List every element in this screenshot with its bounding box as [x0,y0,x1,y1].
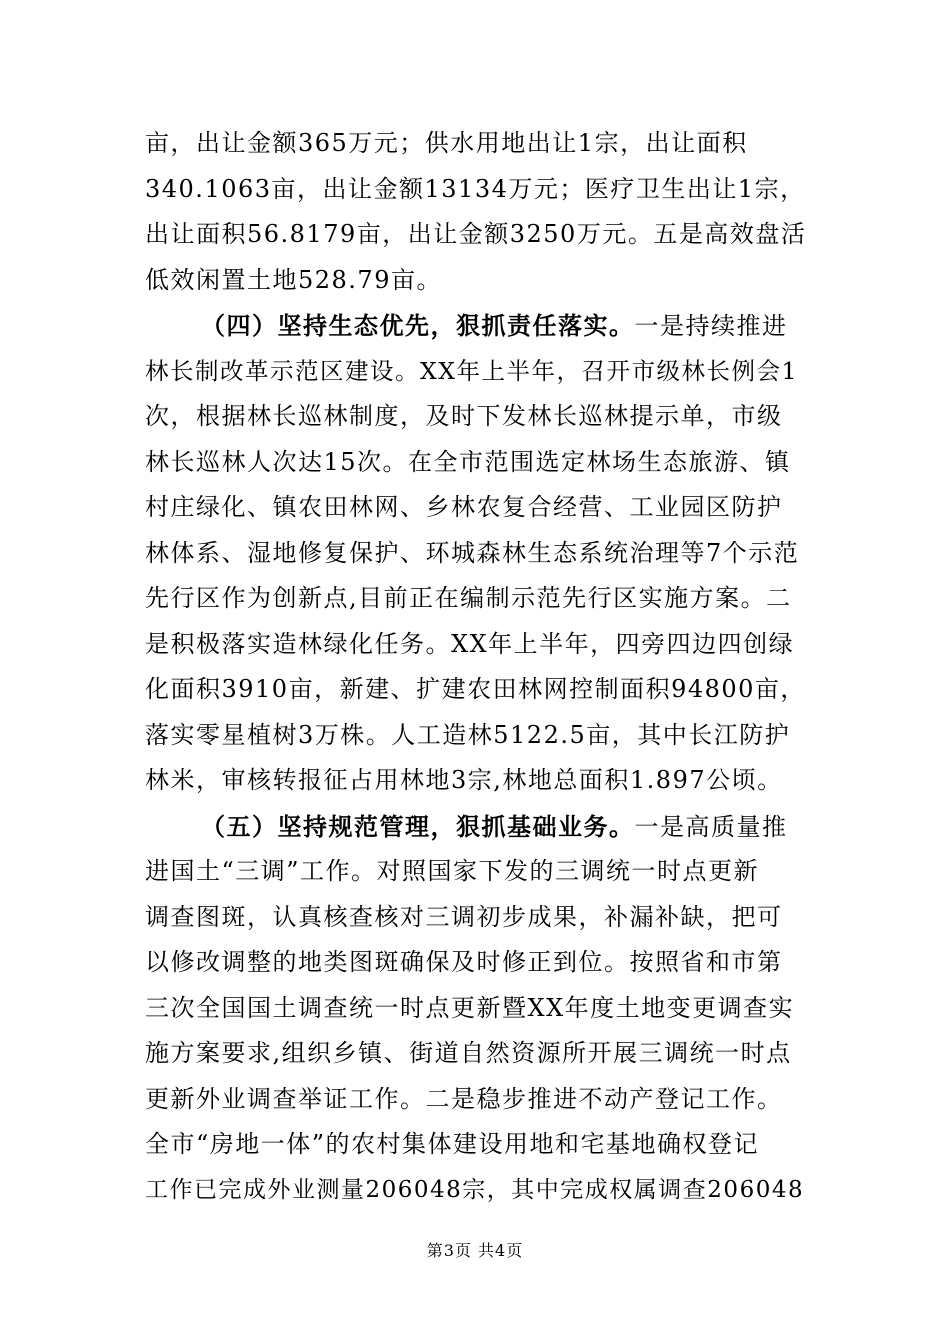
text-line: 全市“房地一体”的农村集体建设用地和宅基地确权登记 [145,1130,760,1158]
text-line: 林体系、湿地修复保护、环城森林生态系统治理等7个示范 [145,538,800,567]
text-line: 林米，审核转报征占用林地3宗,林地总面积1.897公顷。 [145,766,783,794]
text-line: 低效闲置土地528.79亩。 [145,265,442,294]
text-line: 落实零星植树3万株。人工造林5122.5亩，其中长江防护 [145,720,791,749]
page-footer: 第3页 共4页 [426,1241,524,1260]
text-line: 先行区作为创新点,目前正在编制示范先行区实施方案。二 [145,584,792,612]
text-line: 林长制改革示范区建设。XX年上半年，召开市级林长例会1 [145,356,798,385]
text-line: 进国土“三调”工作。对照国家下发的三调统一时点更新 [145,857,760,885]
text-line: 调查图斑，认真核查核对三调初步成果，补漏补缺，把可 [145,902,783,931]
text-line: 340.1063亩，出让金额13134万元；医疗卫生出让1宗， [145,174,806,203]
text-run: 一是持续推进 [634,312,788,340]
text-line: 工作已完成外业测量206048宗，其中完成权属调查206048 [145,1176,805,1203]
section-five-first-line [145,804,810,850]
text-line: 三次全国国土调查统一时点更新暨XX年度土地变更调查实 [145,993,795,1022]
text-line: 施方案要求,组织乡镇、街道自然资源所开展三调统一时点 [145,1039,792,1067]
text-line: 出让面积56.8179亩，出让金额3250万元。五是高效盘活 [145,220,807,248]
text-run: 一是高质量推 [634,812,788,841]
text-line: 亩，出让金额365万元；供水用地出让1宗，出让面积 [145,129,748,157]
text-line: 村庄绿化、镇农田林网、乡林农复合经营、工业园区防护 [145,493,783,521]
document-body [145,121,810,1213]
text-line: 是积极落实造林绿化任务。XX年上半年，四旁四边四创绿 [145,629,795,658]
text-line: 更新外业调查举证工作。二是稳步推进不动产登记工作。 [145,1084,783,1113]
section-heading-four: （四）坚持生态优先，狠抓责任落实。 [201,311,635,340]
text-line: 以修改调整的地类图斑确保及时修正到位。按照省和市第 [145,948,783,976]
section-four-first-line [145,303,810,349]
section-heading-five: （五）坚持规范管理，狠抓基础业务。 [201,811,635,841]
text-line: 林长巡林人次达15次。在全市范围选定林场生态旅游、镇 [145,447,791,476]
text-line: 化面积3910亩，新建、扩建农田林网控制面积94800亩， [145,675,806,703]
text-line: 次，根据林长巡林制度，及时下发林长巡林提示单，市级 [145,402,783,430]
